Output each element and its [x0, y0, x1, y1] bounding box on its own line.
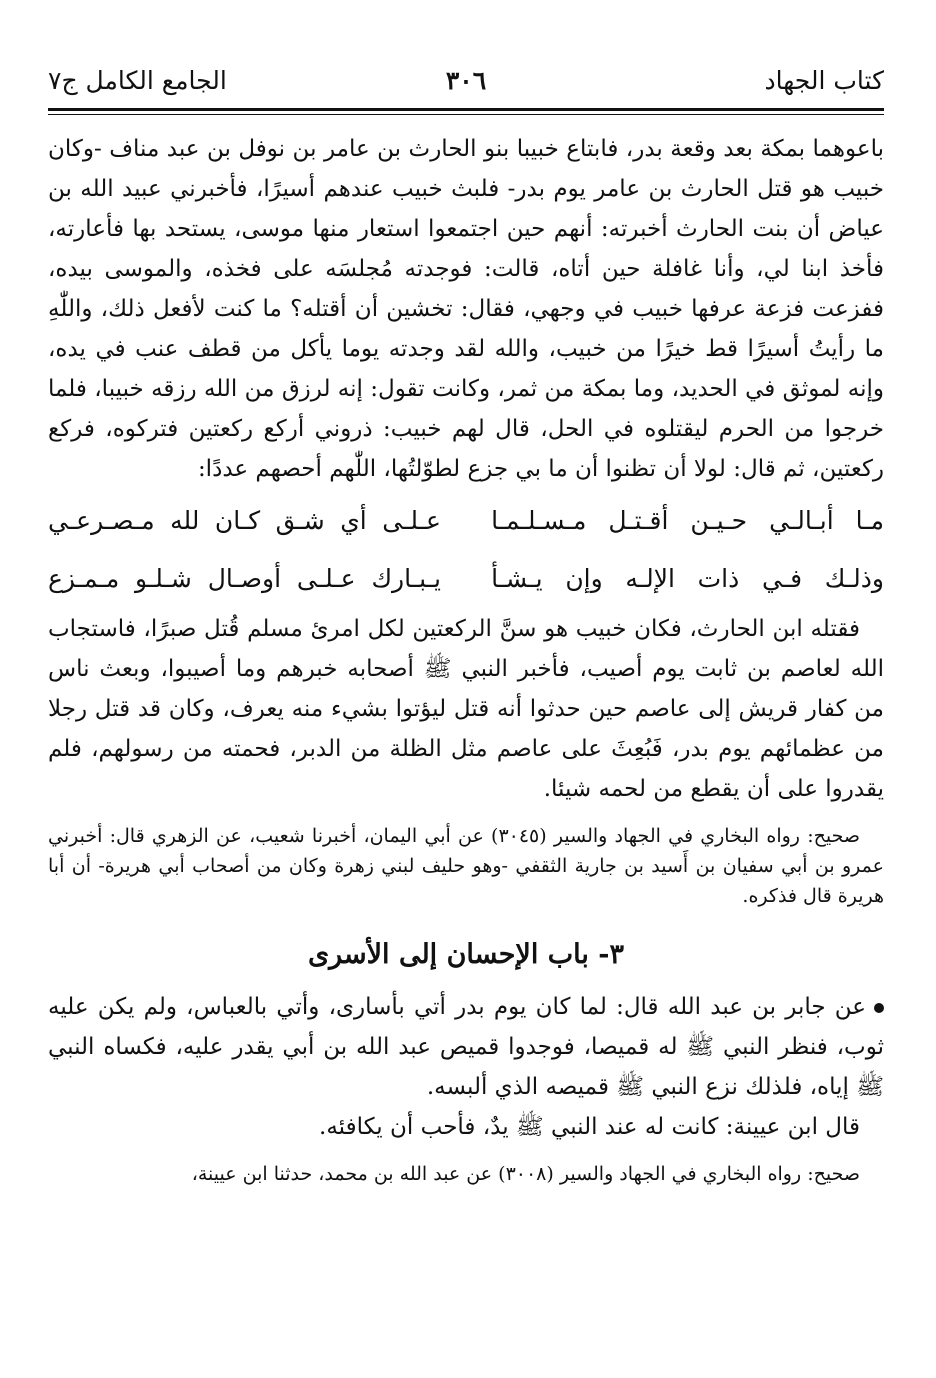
hadith-paragraph: باعوهما بمكة بعد وقعة بدر، فابتاع خبيبا بنو الحارث بن عامر بن نوفل بن عبد مناف -وكان خبيب هو قتل الحارث بن عامر يوم بدر- فلبث خبيب عندهم أسيرًا، فأخبرني عبيد الله بن عياض أن بنت الحارث أخبرته: أنهم حين اجتمعوا استعار منها موسى، يستحد بها فأعارته، فأخذ ابنا لي، وأنا غافلة حين أتاه، قالت: فوجدته مُجلسَه على فخذه، والموسى بيده، ففزعت فزعة عرفها خبيب في وجهي، فقال: تخشين أن أقتله؟ ما كنت لأفعل ذلك، واللّٰهِ ما رأيتُ أسيرًا قط خيرًا من خبيب، والله لقد وجدته يوما يأكل من قطف عنب في يده، وإنه لموثق في الحديد، وما بمكة من ثمر، وكانت تقول: إنه لرزق من الله رزقه خبيبا، فلما خرجوا من الحرم ليقتلوه في الحل، قال لهم خبيب: ذروني أركع ركعتين فتركوه، فركع ركعتين، ثم قال: لولا أن تظنوا أن ما بي جزع لطوّلتُها، اللّٰهم أحصهم عددًا: — [48, 136, 884, 482]
source-note-1 — [48, 821, 884, 911]
poem-line-1-second-hemistich: عـلـى أي شـق كـان لله مـصـرعـي — [48, 506, 441, 535]
hadith-2 — [48, 987, 884, 1147]
series-title: الجامع الكامل ج٧ — [48, 66, 227, 95]
hadith-continuation — [48, 129, 884, 489]
hadith-2-text: عن جابر بن عبد الله قال: لما كان يوم بدر أتي بأسارى، وأتي بالعباس، ولم يكن عليه ثوب، فنظر النبي ﷺ له قميصا، فوجدوا قميص عبد الله بن أبي يقدر عليه، فكساه النبي ﷺ إياه، فلذلك نزع النبي ﷺ قميصه الذي ألبسه. — [48, 994, 884, 1100]
chapter-title: ٣- باب الإحسان إلى الأسرى — [308, 939, 624, 970]
poem-line-2 — [48, 553, 884, 605]
bullet-icon — [874, 1003, 884, 1013]
header-rule-thin — [48, 114, 884, 115]
source-note-2-text: صحيح: رواه البخاري في الجهاد والسير (٣٠٠٨) عن عبد الله بن محمد، حدثنا ابن عيينة، — [191, 1163, 860, 1185]
poem-line-2-first-hemistich: وذلـك فـي ذات الإلـه وإن يـشـأ — [491, 564, 884, 593]
page-header — [48, 60, 884, 104]
book-page — [48, 60, 884, 1189]
ibn-uyayna-remark: قال ابن عيينة: كانت له عند النبي ﷺ يدٌ، فأحب أن يكافئه. — [319, 1114, 860, 1140]
poem-line-1 — [48, 495, 884, 547]
after-poem-paragraph: فقتله ابن الحارث، فكان خبيب هو سنَّ الركعتين لكل امرئ مسلم قُتل صبرًا، فاستجاب الله لعاصم بن ثابت يوم أصيب، فأخبر النبي ﷺ أصحابه خبرهم وما أصيبوا، وبعث ناس من كفار قريش إلى عاصم حين حدثوا أنه قتل ليؤتوا بشيء منه يعرف، وكان قد قتل رجلا من عظمائهم يوم بدر، فَبُعِثَ على عاصم مثل الظلة من الدبر، فحمته من رسولهم، فلم يقدروا على أن يقطع من لحمه شيئا. — [48, 616, 884, 802]
poem-line-2-second-hemistich: يـبـارك عـلـى أوصـال شـلـو مـمـزع — [48, 564, 441, 593]
header-rule-thick — [48, 108, 884, 111]
book-title: كتاب الجهاد — [764, 66, 884, 95]
source-note-1-text: صحيح: رواه البخاري في الجهاد والسير (٣٠٤٥) عن أبي اليمان، أخبرنا شعيب، عن الزهري قال: أخبرني عمرو بن أبي سفيان بن أَسيد بن جارية الثقفي -وهو حليف لبني زهرة وكان من أصحاب أبي هريرة- أن أبا هريرة قال فذكره. — [48, 825, 884, 907]
after-poem-text — [48, 609, 884, 809]
page-number: ٣٠٦ — [445, 66, 487, 95]
poem-line-1-first-hemistich: مـا أبـالـي حـيـن أقـتـل مـسـلـمـا — [491, 506, 884, 535]
source-note-2 — [48, 1159, 884, 1189]
